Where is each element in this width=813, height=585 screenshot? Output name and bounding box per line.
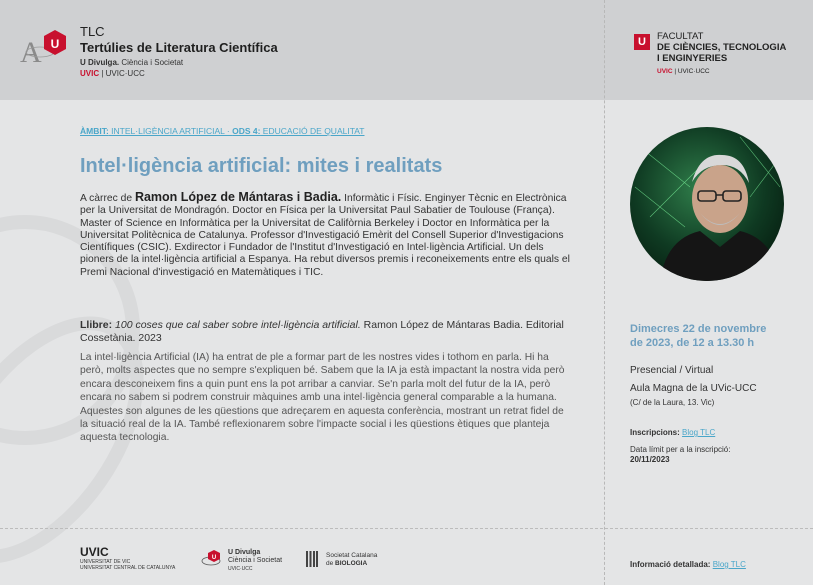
tlc-abbr: TLC	[80, 24, 105, 39]
uvic-footer-logo: UVIC UNIVERSITAT DE VIC UNIVERSITAT CENTRAL DE CATALUNYA	[80, 545, 176, 571]
event-address: (C/ de la Laura, 13. Vic)	[630, 398, 715, 407]
tlc-title: Tertúlies de Literatura Científica	[80, 40, 278, 55]
talk-description: La intel·ligència Artificial (IA) ha entrat de ple a formar part de les nostres vides i tothom en parla. Hi ha però, molts aspectes que no sempre s'expliquen bé. Sabem que la IA ja està impactant la nostra vida però encara desconeixem fins a quin punt ens la pot arribar a canviar. Se'n parla molt del futur de la IA, però encara no sabem si podrem construir màquines amb una intel·ligència general comparable a la humana. Aquestes son algunes de les qüestions que adreçarem en aquesta conferència, mostrant un retrat fidel de la situació real de la IA. També reflexionarem sobre l'impacte social i les qüestions ètiques que planteja aquesta tecnologia.	[80, 352, 565, 444]
registration-line: Inscripcions: Blog TLC	[630, 428, 716, 437]
tlc-brand	[80, 24, 278, 78]
tlc-subtitle: U Divulga. Ciència i Societat	[80, 58, 184, 67]
registration-link[interactable]: Blog TLC	[682, 428, 716, 437]
event-modality: Presencial / Virtual	[630, 365, 714, 376]
udivulga-logo-icon	[201, 549, 223, 569]
svg-text:U: U	[50, 37, 60, 51]
tlc-uvic: UVIC | UVIC·UCC	[80, 69, 145, 78]
speaker-bio: A càrrec de Ramon López de Mántaras i Badia. Informàtic i Físic. Enginyer Tècnic en Electrònica per la Universitat de Mondragón. Doctor en Física per la Universitat Paul Sabatier de Toulouse (França). Master of Science en Informàtica per la Universitat de Califòrnia Berkeley i Doctor en Informàtica per la Universitat Politècnica de Catalunya. Professor d'Investigació Emèrit del Consell Superior d'Investigacions Científiques (CSIC). Exdirector i Fundador de l'Institut d'Investigació en Intel·ligència Artificial. Un dels pioners de la intel·ligència artificial a Espanya. Ha rebut diversos premis i reconeixements entre els quals el Premi Nacional d'investigació en Matemàtiques i TIC.	[80, 190, 570, 278]
info-line: Informació detallada: Blog TLC	[630, 560, 746, 569]
book-reference: Llibre: 100 coses que cal saber sobre intel·ligència artificial. Ramon López de Mántaras Badia. Editorial Cossetània. 2023	[80, 319, 564, 344]
svg-text:U: U	[211, 555, 217, 561]
speaker-photo	[630, 127, 784, 281]
column-divider	[604, 0, 605, 585]
info-link[interactable]: Blog TLC	[712, 560, 746, 569]
biology-society-logo-icon	[306, 551, 318, 567]
speaker-name: Ramon López de Mántaras i Badia.	[134, 190, 342, 204]
faculty-brand: FACULTAT DE CIÈNCIES, TECNOLOGIA I ENGINYERIES UVIC | UVIC·UCC	[657, 31, 787, 75]
event-date: Dimecres 22 de novembre de 2023, de 12 a 13.30 h	[630, 323, 767, 349]
registration-deadline: Data límit per a la inscripció: 20/11/2023	[630, 445, 731, 464]
biology-society-footer: Societat Catalana de BIOLOGIA	[326, 552, 378, 567]
tlc-logo-icon	[18, 26, 70, 70]
faculty-logo-icon: U	[634, 34, 650, 50]
footer-divider	[0, 528, 813, 529]
page-title: Intel·ligència artificial: mites i realitats	[80, 155, 443, 177]
svg-text:A: A	[20, 36, 42, 69]
event-venue: Aula Magna de la UVic-UCC	[630, 383, 757, 394]
udivulga-footer: U Divulga Ciència i Societat UVIC·UCC	[228, 549, 283, 572]
ambit-line: ÀMBIT: INTEL·LIGÈNCIA ARTIFICIAL · ODS 4: EDUCACIÓ DE QUALITAT	[80, 126, 365, 136]
